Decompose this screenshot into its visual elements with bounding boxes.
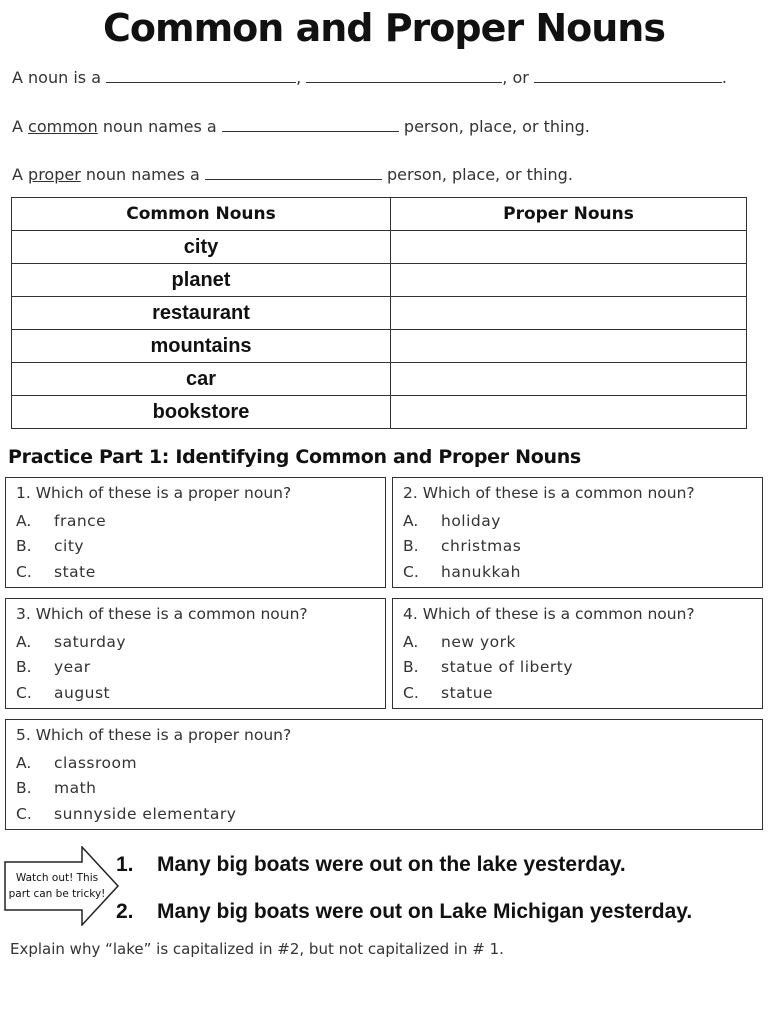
answer-option[interactable]: B. city bbox=[16, 537, 85, 556]
page-title: Common and Proper Nouns bbox=[103, 6, 665, 50]
keyword-common: common bbox=[28, 117, 98, 136]
question-prompt: 3. Which of these is a common noun? bbox=[16, 605, 308, 623]
definition-line-1: A noun is a , , or . bbox=[12, 68, 728, 87]
answer-option[interactable]: C. statue bbox=[403, 683, 494, 702]
table-row bbox=[12, 297, 747, 330]
question-prompt: 2. Which of these is a common noun? bbox=[403, 484, 695, 502]
question-box-4 bbox=[392, 598, 763, 709]
blank-1[interactable] bbox=[106, 68, 296, 83]
common-noun-cell: car bbox=[12, 363, 391, 396]
proper-noun-answer-cell[interactable] bbox=[391, 363, 747, 396]
proper-noun-answer-cell[interactable] bbox=[391, 264, 747, 297]
proper-noun-answer-cell[interactable] bbox=[391, 396, 747, 429]
practice-heading: Practice Part 1: Identifying Common and Proper Nouns bbox=[8, 446, 581, 468]
definition-line-2: A common noun names a person, place, or thing. bbox=[12, 117, 590, 136]
common-noun-cell: city bbox=[12, 231, 391, 264]
answer-option[interactable]: A. france bbox=[16, 511, 107, 530]
table-row bbox=[12, 396, 747, 429]
definition-line-3: A proper noun names a person, place, or thing. bbox=[12, 165, 573, 184]
answer-option[interactable]: C. state bbox=[16, 562, 96, 581]
blank-4[interactable] bbox=[222, 117, 399, 132]
sentence-1: 1. Many big boats were out on the lake yesterday. bbox=[116, 853, 626, 876]
callout-text: Watch out! This part can be tricky! bbox=[8, 872, 106, 900]
proper-noun-answer-cell[interactable] bbox=[391, 330, 747, 363]
sentence-2: 2. Many big boats were out on Lake Michigan yesterday. bbox=[116, 900, 693, 923]
header-common-nouns: Common Nouns bbox=[12, 198, 391, 231]
table-row bbox=[12, 264, 747, 297]
question-box-3 bbox=[5, 598, 386, 709]
answer-option[interactable]: C. sunnyside elementary bbox=[16, 804, 237, 823]
question-box-1 bbox=[5, 477, 386, 588]
noun-table bbox=[11, 197, 747, 429]
blank-5[interactable] bbox=[205, 165, 382, 180]
question-prompt: 1. Which of these is a proper noun? bbox=[16, 484, 292, 502]
header-proper-nouns: Proper Nouns bbox=[391, 198, 747, 231]
answer-option[interactable]: C. august bbox=[16, 683, 111, 702]
proper-noun-answer-cell[interactable] bbox=[391, 231, 747, 264]
common-noun-cell: bookstore bbox=[12, 396, 391, 429]
keyword-proper: proper bbox=[28, 165, 81, 184]
answer-option[interactable]: C. hanukkah bbox=[403, 562, 521, 581]
table-row bbox=[12, 330, 747, 363]
answer-option[interactable]: A. classroom bbox=[16, 753, 138, 772]
explain-prompt: Explain why “lake” is capitalized in #2, but not capitalized in # 1. bbox=[10, 940, 504, 958]
answer-option[interactable]: B. christmas bbox=[403, 537, 522, 556]
question-box-5 bbox=[5, 719, 763, 830]
answer-option[interactable]: B. math bbox=[16, 779, 97, 798]
question-box-2 bbox=[392, 477, 763, 588]
common-noun-cell: mountains bbox=[12, 330, 391, 363]
common-noun-cell: planet bbox=[12, 264, 391, 297]
common-noun-cell: restaurant bbox=[12, 297, 391, 330]
table-row bbox=[12, 363, 747, 396]
table-row bbox=[12, 231, 747, 264]
question-prompt: 4. Which of these is a common noun? bbox=[403, 605, 695, 623]
answer-option[interactable]: A. new york bbox=[403, 632, 516, 651]
blank-3[interactable] bbox=[534, 68, 722, 83]
answer-option[interactable]: A. holiday bbox=[403, 511, 501, 530]
blank-2[interactable] bbox=[306, 68, 502, 83]
answer-option[interactable]: A. saturday bbox=[16, 632, 127, 651]
question-prompt: 5. Which of these is a proper noun? bbox=[16, 726, 292, 744]
proper-noun-answer-cell[interactable] bbox=[391, 297, 747, 330]
answer-option[interactable]: B. statue of liberty bbox=[403, 658, 573, 677]
answer-option[interactable]: B. year bbox=[16, 658, 91, 677]
